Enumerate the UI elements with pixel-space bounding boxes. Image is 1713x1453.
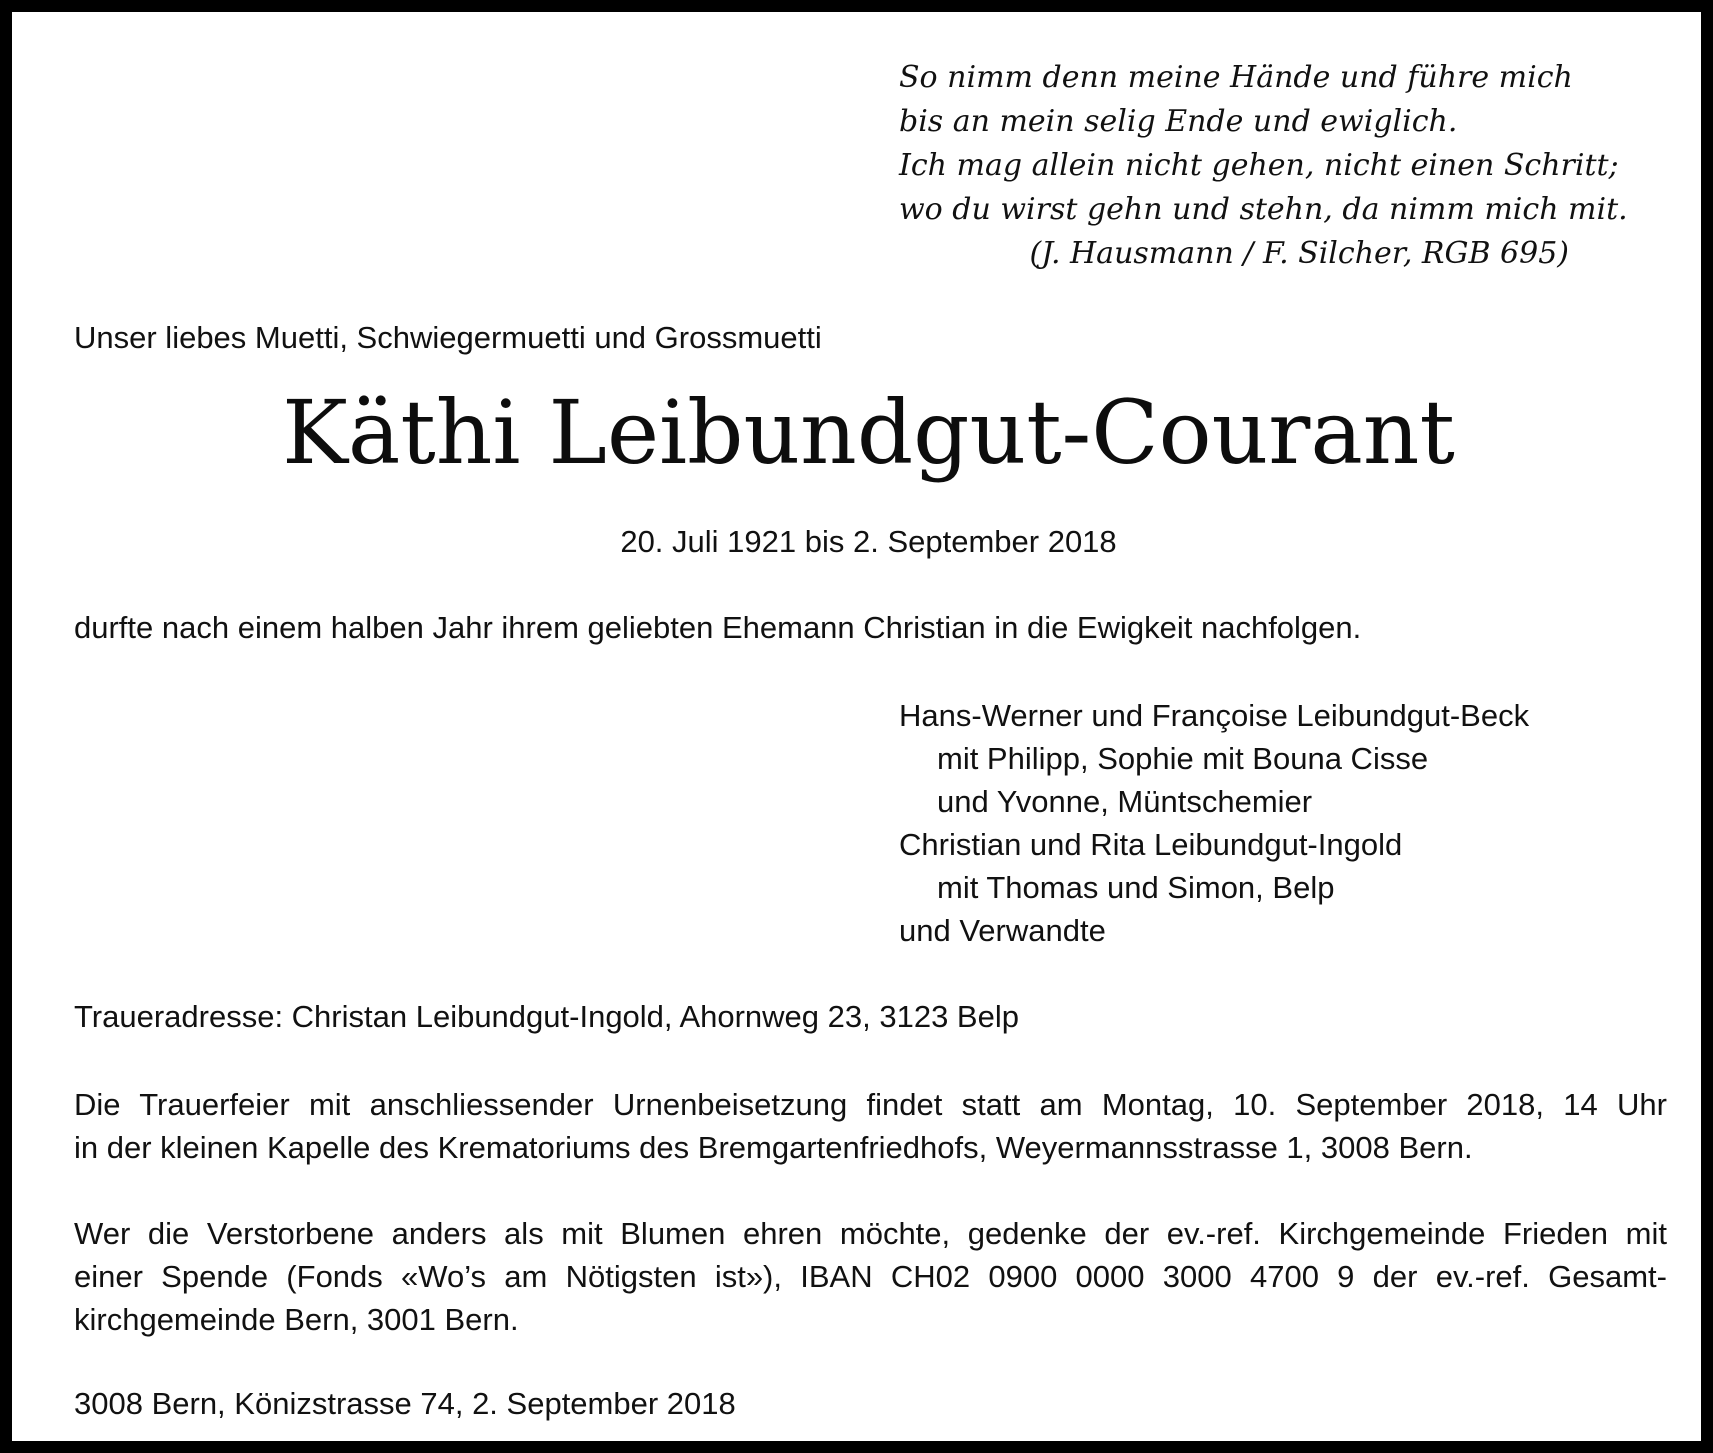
mourner-line: mit Philipp, Sophie mit Bouna Cisse — [937, 741, 1429, 776]
mourner-line: Christian und Rita Leibundgut-Ingold — [899, 827, 1403, 862]
donation-line: Wer die Verstorbene anders als mit Blumen ehren möchte, gedenke der ev.-ref. Kirchgemeinde Frieden mit — [74, 1216, 1667, 1251]
poem-line: bis an mein selig Ende und ewiglich. — [899, 104, 1458, 139]
ceremony-line: Die Trauerfeier mit anschliessender Urnenbeisetzung findet statt am Montag, 10. September 2018, 14 Uhr — [74, 1087, 1667, 1122]
mourning-address: Traueradresse: Christan Leibundgut-Ingold, Ahornweg 23, 3123 Belp — [74, 999, 1019, 1034]
poem-line: Ich mag allein nicht gehen, nicht einen Schritt; — [899, 148, 1619, 183]
ceremony-line: in der kleinen Kapelle des Krematoriums des Bremgartenfriedhofs, Weyermannsstrasse 1, 3008 Bern. — [74, 1130, 1473, 1165]
ceremony-info — [74, 1083, 1667, 1169]
donation-line: einer Spende (Fonds «Wo’s am Nötigsten ist»), IBAN CH02 0900 0000 3000 4700 9 der ev.-ref. Gesamt- — [74, 1259, 1667, 1294]
life-dates: 20. Juli 1921 bis 2. September 2018 — [620, 524, 1117, 559]
poem-line: So nimm denn meine Hände und führe mich — [899, 60, 1573, 95]
mourners-list — [899, 694, 1529, 952]
mourner-line: und Yvonne, Müntschemier — [937, 784, 1313, 819]
place-and-date: 3008 Bern, Könizstrasse 74, 2. September 2018 — [74, 1386, 736, 1421]
mourner-line: Hans-Werner und Françoise Leibundgut-Beck — [899, 698, 1530, 733]
intro-text: Unser liebes Muetti, Schwiegermuetti und Grossmuetti — [74, 320, 822, 355]
poem-attribution: (J. Hausmann / F. Silcher, RGB 695) — [1029, 236, 1569, 271]
mourner-line: mit Thomas und Simon, Belp — [937, 870, 1335, 905]
poem-quote — [899, 56, 1628, 276]
deceased-name: Käthi Leibundgut-Courant — [282, 381, 1455, 484]
mourner-line: und Verwandte — [899, 913, 1106, 948]
donation-info — [74, 1212, 1667, 1341]
poem-line: wo du wirst gehn und stehn, da nimm mich mit. — [899, 192, 1628, 227]
donation-line: kirchgemeinde Bern, 3001 Bern. — [74, 1302, 519, 1337]
passing-statement: durfte nach einem halben Jahr ihrem geliebten Ehemann Christian in die Ewigkeit nachfolgen. — [74, 610, 1362, 645]
